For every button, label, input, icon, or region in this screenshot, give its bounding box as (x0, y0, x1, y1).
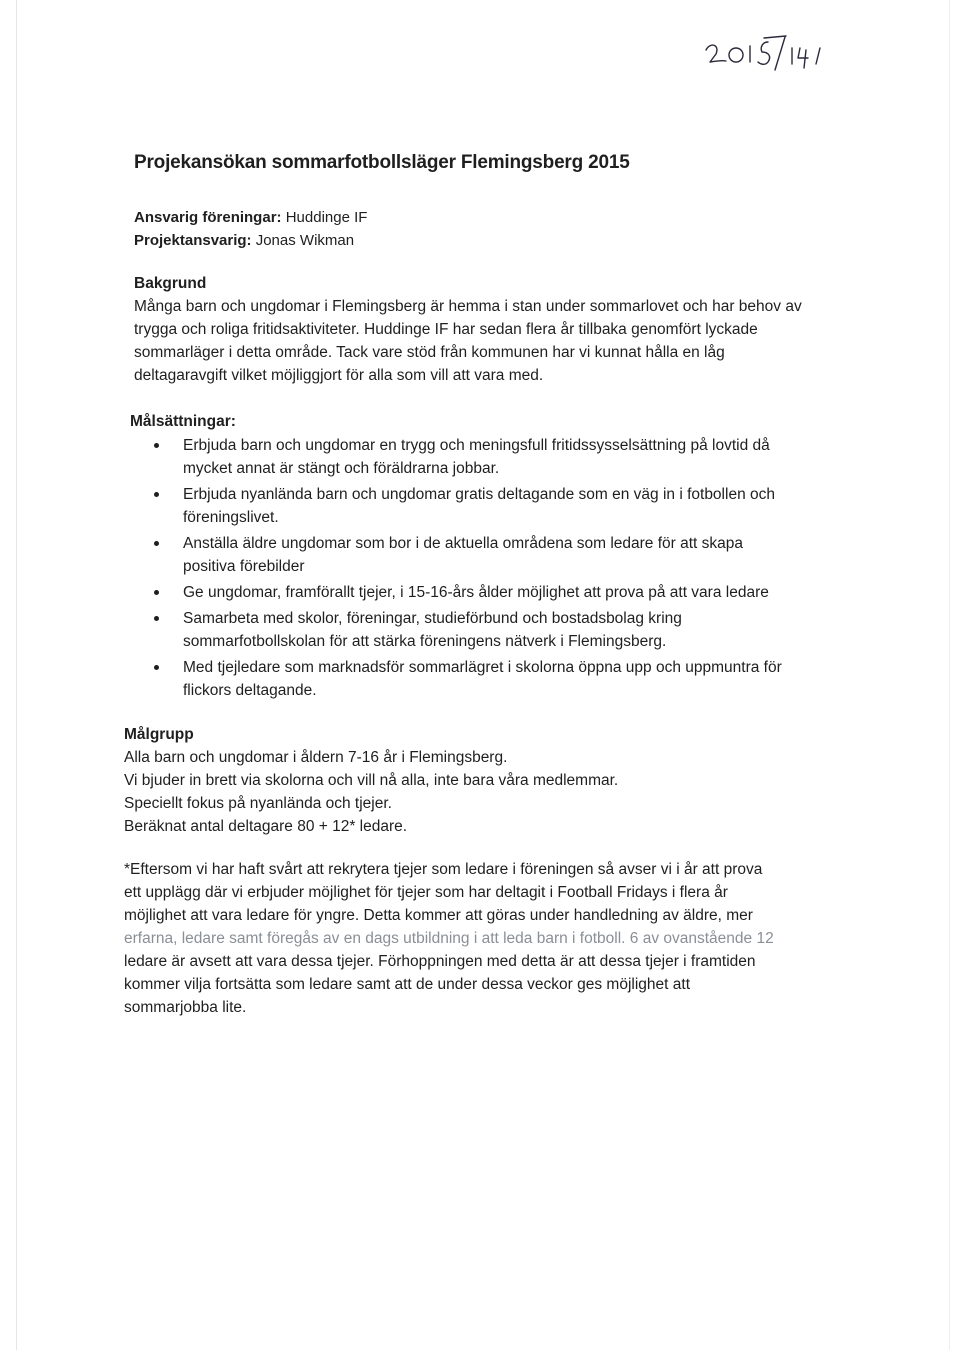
bakgrund-line: sommarläger i detta område. Tack vare stöd från kommunen har vi kunnat hålla en låg (134, 344, 725, 361)
bullet-icon (154, 541, 159, 546)
list-item (150, 607, 840, 653)
bakgrund-line: trygga och roliga fritidsaktiviteter. Huddinge IF har sedan flera år tillbaka genomfört lyckade (134, 321, 758, 338)
list-item (150, 483, 840, 529)
malgrupp-line: Alla barn och ungdomar i åldern 7-16 år i Flemingsberg. (124, 749, 508, 766)
malgrupp-line: Vi bjuder in brett via skolorna och vill nå alla, inte bara våra medlemmar. (124, 772, 619, 789)
footnote-line: ledare är avsett att vara dessa tjejer. Förhoppningen med detta är att dessa tjejer i framtiden (124, 953, 756, 970)
list-item (150, 656, 840, 702)
document-title: Projekansökan sommarfotbollsläger Flemingsberg 2015 (134, 152, 630, 173)
list-item (150, 581, 840, 604)
footnote-paragraph (124, 858, 824, 1019)
goal-line: Ge ungdomar, framförallt tjejer, i 15-16-års ålder möjlighet att prova på att vara ledare (183, 584, 769, 601)
scan-edge-left (16, 0, 17, 1350)
footnote-line: möjlighet att vara ledare för yngre. Detta kommer att göras under handledning av äldre, mer (124, 907, 753, 924)
goal-line: mycket annat är stängt och föräldrarna jobbar. (183, 460, 500, 477)
footnote-line: erfarna, ledare samt föregås av en dags utbildning i att leda barn i fotboll. 6 av ovanstående 12 (124, 930, 774, 947)
goal-line: Erbjuda barn och ungdomar en trygg och meningsfull fritidssysselsättning på lovtid då (183, 437, 770, 454)
bakgrund-line: Många barn och ungdomar i Flemingsberg är hemma i stan under sommarlovet och har behov av (134, 298, 802, 315)
goal-line: sommarfotbollskolan för att stärka föreningens nätverk i Flemingsberg. (183, 633, 667, 650)
goal-line: Anställa äldre ungdomar som bor i de aktuella områdena som ledare för att skapa (183, 535, 744, 552)
bullet-icon (154, 590, 159, 595)
goal-line: föreningslivet. (183, 509, 279, 526)
org-label: Ansvarig föreningar: (134, 209, 282, 226)
bullet-icon (154, 665, 159, 670)
footnote-line: kommer vilja fortsätta som ledare samt att de under dessa veckor ges möjlighet att (124, 976, 690, 993)
scan-edge-right (949, 0, 950, 1350)
lead-label: Projektansvarig: (134, 232, 252, 249)
meta-block (134, 206, 367, 252)
lead-line (134, 229, 367, 252)
bullet-icon (154, 616, 159, 621)
goal-line: positiva förebilder (183, 558, 305, 575)
bakgrund-section (134, 272, 802, 387)
bakgrund-heading: Bakgrund (134, 275, 207, 292)
malsattningar-section (130, 410, 236, 433)
malgrupp-section (124, 723, 618, 838)
goals-list (150, 434, 840, 705)
bullet-icon (154, 443, 159, 448)
goal-line: Med tjejledare som marknadsför sommarlägret i skolorna öppna upp och uppmuntra för (183, 659, 782, 676)
org-line (134, 206, 367, 229)
lead-value: Jonas Wikman (255, 232, 355, 249)
bakgrund-line: deltagaravgift vilket möjliggjort för alla som vill att vara med. (134, 367, 544, 384)
bullet-icon (154, 492, 159, 497)
malgrupp-heading: Målgrupp (124, 726, 194, 743)
malsattningar-heading: Målsättningar: (130, 413, 236, 430)
list-item (150, 434, 840, 480)
handwritten-note (700, 28, 840, 78)
org-value: Huddinge IF (285, 209, 368, 226)
footnote-line: *Eftersom vi har haft svårt att rekrytera tjejer som ledare i föreningen så avser vi i år att prova (124, 861, 763, 878)
footnote-line: ett upplägg där vi erbjuder möjlighet för tjejer som har deltagit i Football Fridays i flera år (124, 884, 728, 901)
footnote-line: sommarjobba lite. (124, 999, 247, 1016)
goal-line: Samarbeta med skolor, föreningar, studieförbund och bostadsbolag kring (183, 610, 682, 627)
malgrupp-line: Beräknat antal deltagare 80 + 12* ledare. (124, 818, 408, 835)
malgrupp-line: Speciellt fokus på nyanlända och tjejer. (124, 795, 392, 812)
goal-line: Erbjuda nyanlända barn och ungdomar gratis deltagande som en väg in i fotbollen och (183, 486, 775, 503)
goal-line: flickors deltagande. (183, 682, 317, 699)
list-item (150, 532, 840, 578)
